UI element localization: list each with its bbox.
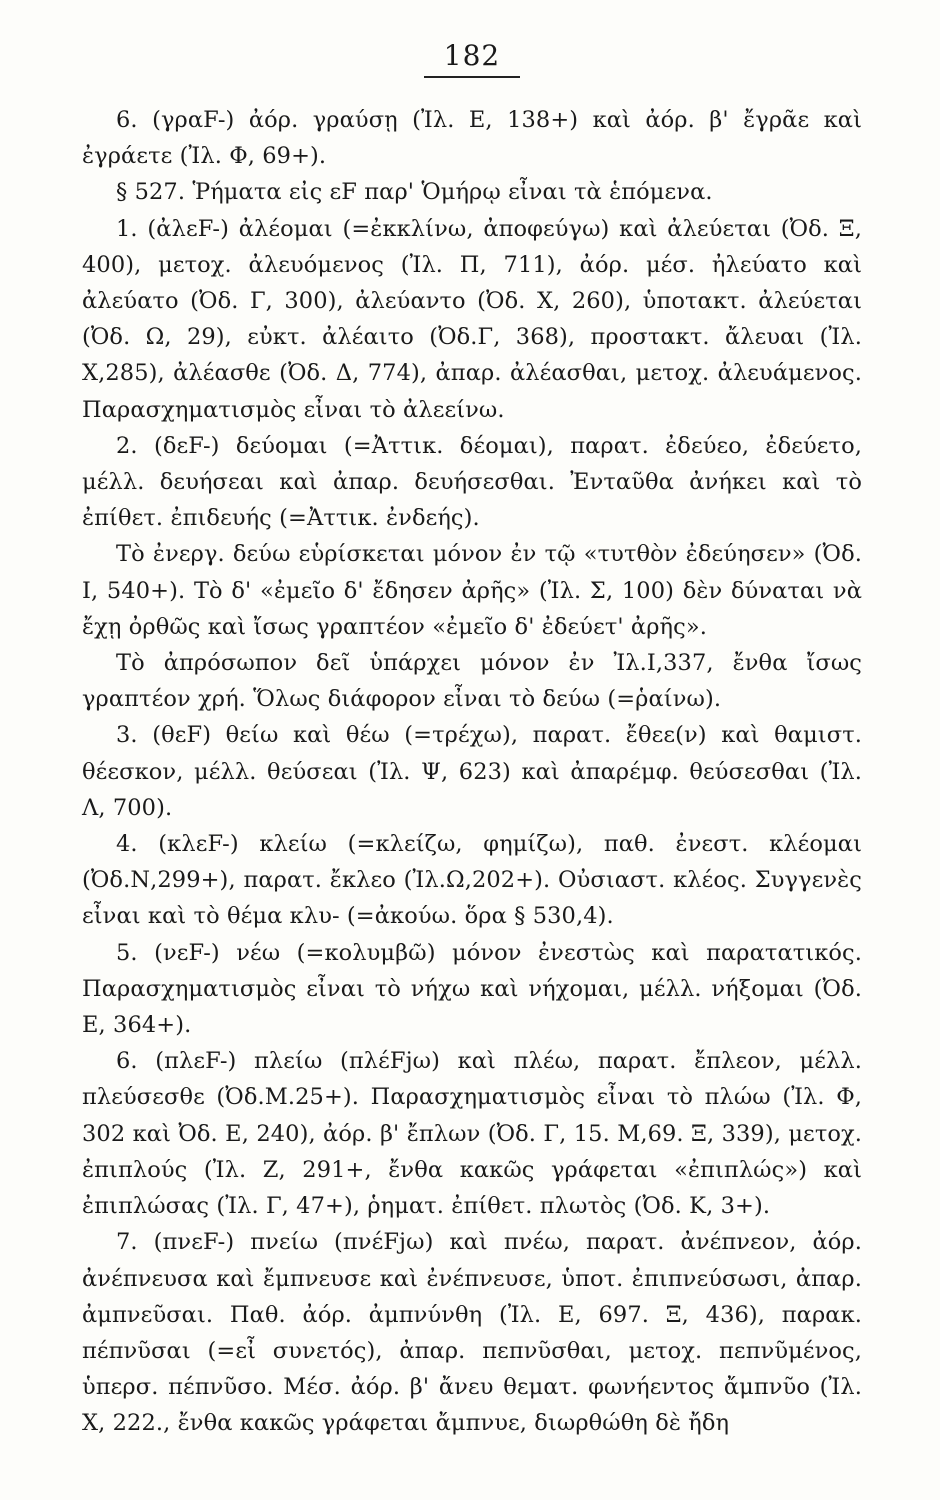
paragraph-1-alef: 1. (ἀλεF-) ἀλέομαι (=ἐκκλίνω, ἀποφεύγω) καὶ ἀλεύεται (Ὀδ. Ξ, 400), μετοχ. ἀλευόμενος (Ἰλ. Π, 711), ἀόρ. μέσ. ἠλεύατο καὶ ἀλεύατο (Ὀδ. Γ, 300), ἀλεύαντο (Ὀδ. Χ, 260), ὑποτακτ. ἀλεύεται (Ὀδ. Ω, 29), εὐκτ. ἀλέαιτο (Ὀδ.Γ, 368), προστακτ. ἄλευαι (Ἰλ. Χ,285), ἀλέασθε (Ὀδ. Δ, 774), ἀπαρ. ἀλέασθαι, μετοχ. ἀλευάμενος. Παρασχηματισμὸς εἶναι τὸ ἀλεείνω. [82,215,862,423]
paragraph-6-plef: 6. (πλεF-) πλείω (πλέFjω) καὶ πλέω, παρατ. ἔπλεον, μέλλ. πλεύσεσθε (Ὀδ.Μ.25+). Παρασχηματισμὸς εἶναι τὸ πλώω (Ἰλ. Φ, 302 καὶ Ὀδ. Ε, 240), ἀόρ. β' ἔπλων (Ὀδ. Γ, 15. Μ,69. Ξ, 339), μετοχ. ἐπιπλούς (Ἰλ. Ζ, 291+, ἔνθα κακῶς γράφεται «ἐπιπλώς») καὶ ἐπιπλώσας (Ἰλ. Γ, 47+), ῥηματ. ἐπίθετ. πλωτὸς (Ὀδ. Κ, 3+). [82,1048,862,1220]
page-number: 182 [443,39,501,72]
text-body [82,102,862,1442]
paragraph-5-nef: 5. (νεF-) νέω (=κολυμβῶ) μόνον ἐνεστὼς καὶ παρατατικός. Παρασχηματισμὸς εἶναι τὸ νήχω καὶ νήχομαι, μέλλ. νήξομαι (Ὀδ. Ε, 364+). [82,939,862,1039]
paragraph-3-thef: 3. (θεF) θείω καὶ θέω (=τρέχω), παρατ. ἔθεε(ν) καὶ θαμιστ. θέεσκον, μέλλ. θεύσεαι (Ἰλ. Ψ, 623) καὶ ἀπαρέμφ. θεύσεσθαι (Ἰλ. Λ, 700). [82,722,862,821]
paragraph-dei-note: Τὸ ἀπρόσωπον δεῖ ὑπάρχει μόνον ἐν Ἰλ.Ι,337, ἔνθα ἴσως γραπτέον χρή. Ὅλως διάφορον εἶναι τὸ δεύω (=ῥαίνω). [82,650,862,713]
paragraph-deuo-note: Τὸ ἐνεργ. δεύω εὑρίσκεται μόνον ἐν τῷ «τυτθὸν ἐδεύησεν» (Ὀδ. Ι, 540+). Τὸ δ' «ἐμεῖο δ' ἔδησεν ἀρῆς» (Ἰλ. Σ, 100) δὲν δύναται νὰ ἔχῃ ὀρθῶς καὶ ἴσως γραπτέον «ἐμεῖο δ' ἐδεύετ' ἀρῆς». [82,541,862,640]
page-number-rule [424,76,520,78]
paragraph-4-klef: 4. (κλεF-) κλείω (=κλείζω, φημίζω), παθ. ἐνεστ. κλέομαι (Ὀδ.Ν,299+), παρατ. ἔκλεο (Ἰλ.Ω,202+). Οὐσιαστ. κλέος. Συγγενὲς εἶναι καὶ τὸ θέμα κλυ- (=ἀκούω. ὅρα § 530,4). [82,831,862,930]
section-527-heading: § 527. Ῥήματα εἰς εF παρ' Ὁμήρῳ εἶναι τὰ ἑπόμενα. [116,179,713,206]
paragraph-6-grau: 6. (γραF-) ἀόρ. γραύσῃ (Ἰλ. Ε, 138+) καὶ ἀόρ. β' ἔγρᾶε καὶ ἐγράετε (Ἰλ. Φ, 69+). [82,107,862,170]
paragraph-2-def: 2. (δεF-) δεύομαι (=Ἀττικ. δέομαι), παρατ. ἐδεύεο, ἐδεύετο, μέλλ. δευήσεαι καὶ ἀπαρ. δευήσεσθαι. Ἐνταῦθα ἀνήκει καὶ τὸ ἐπίθετ. ἐπιδευής (=Ἀττικ. ἐνδεής). [82,432,862,532]
paragraph-7-pnef: 7. (πνεF-) πνείω (πνέFjω) καὶ πνέω, παρατ. ἀνέπνεον, ἀόρ. ἀνέπνευσα καὶ ἔμπνευσε καὶ ἐνέπνευσε, ὑποτ. ἐπιπνεύσωσι, ἀπαρ. ἀμπνεῦσαι. Παθ. ἀόρ. ἀμπνύνθη (Ἰλ. Ε, 697. Ξ, 436), παρακ. πέπνῦσαι (=εἶ συνετός), ἀπαρ. πεπνῦσθαι, μετοχ. πεπνῦμένος, ὑπερσ. πέπνῦσο. Μέσ. ἀόρ. β' ἄνευ θεματ. φωνήεντος ἄμπνῦο (Ἰλ. Χ, 222., ἔνθα κακῶς γράφεται ἄμπνυε, διωρθώθη δὲ ἤδη [82,1229,862,1437]
